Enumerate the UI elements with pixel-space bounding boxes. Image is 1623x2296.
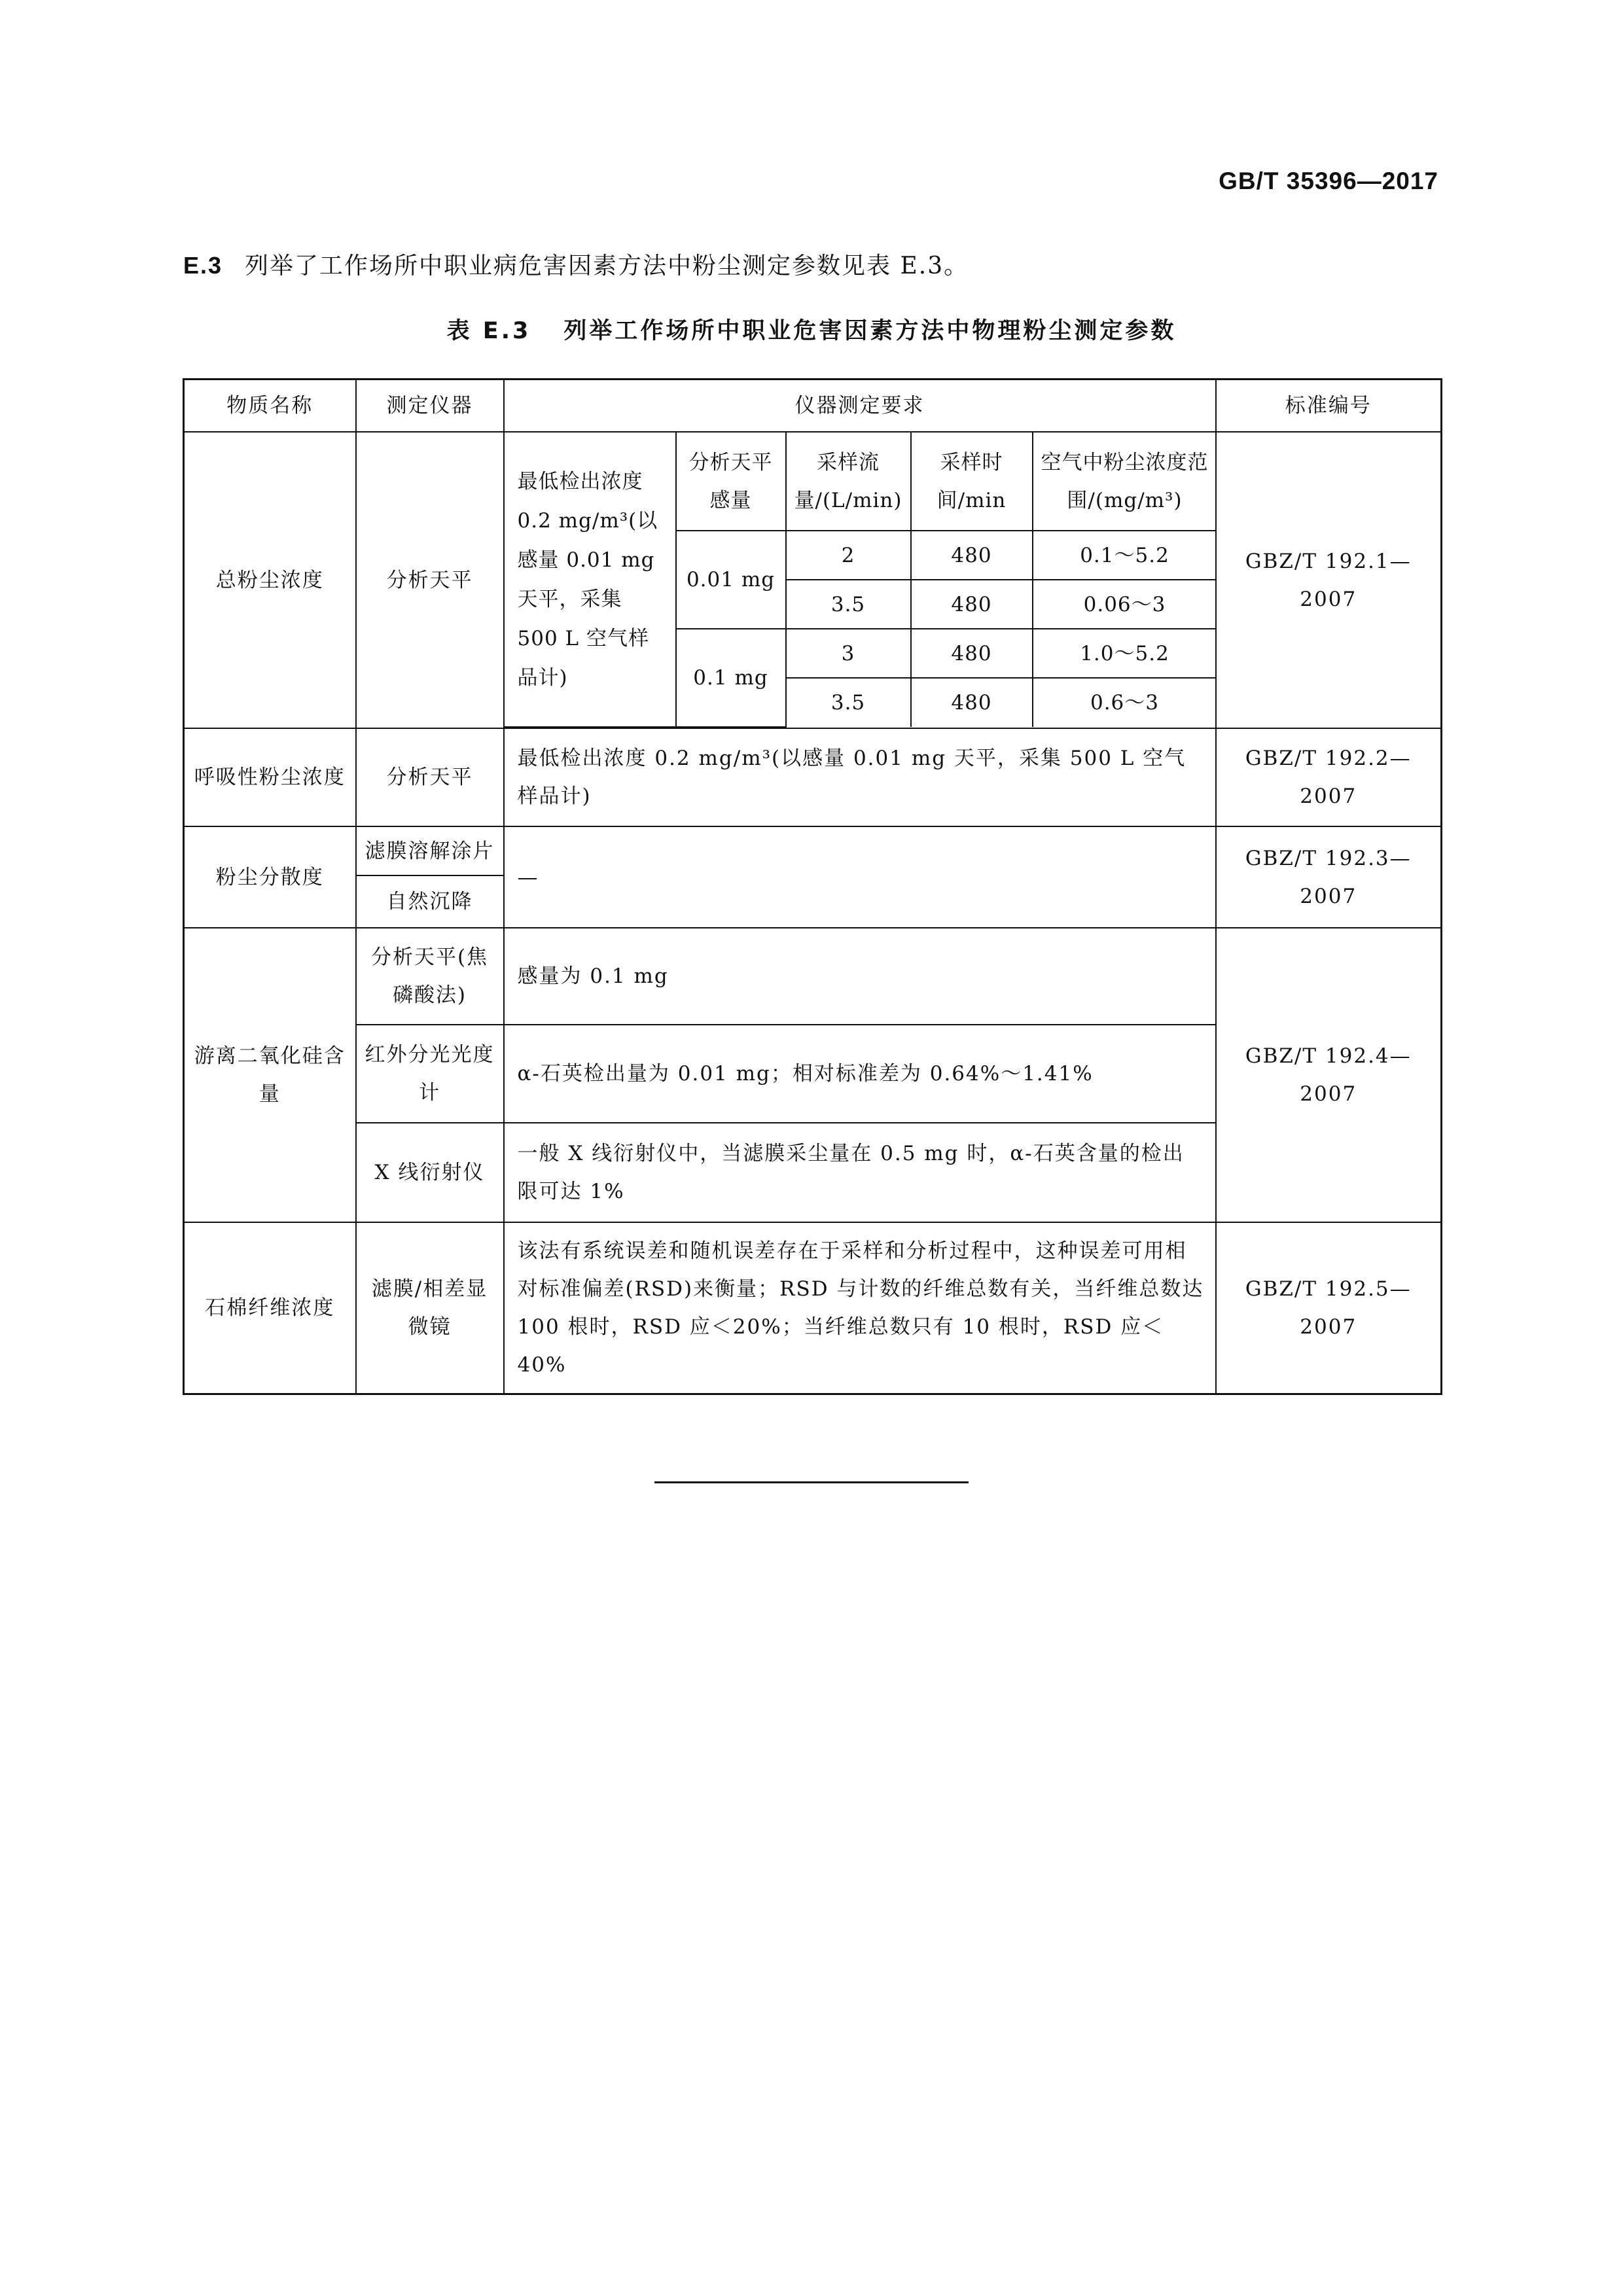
table-row <box>184 432 1442 728</box>
requirement-cell <box>504 432 1216 728</box>
table-row <box>184 928 1442 1025</box>
header-instrument: 测定仪器 <box>356 380 504 433</box>
sensitivity-value: 0.01 mg <box>676 531 786 629</box>
flow-value: 3.5 <box>786 580 911 629</box>
header-substance: 物质名称 <box>184 380 356 433</box>
requirement-cell: 一般 X 线衍射仪中，当滤膜采尘量在 0.5 mg 时，α-石英含量的检出限可达 1% <box>504 1123 1216 1222</box>
substance-name: 总粉尘浓度 <box>184 432 356 728</box>
table-title-text: 列举工作场所中职业危害因素方法中物理粉尘测定参数 <box>563 318 1177 344</box>
instrument-name: 分析天平(焦磷酸法) <box>356 928 504 1025</box>
instrument-name: 红外分光光度计 <box>356 1025 504 1123</box>
instrument-name: 自然沉降 <box>356 875 504 928</box>
header-standard: 标准编号 <box>1216 380 1442 433</box>
detection-limit: 最低检出浓度0.2 mg/m³(以感量 0.01 mg 天平，采集 500 L 空气样品计) <box>505 433 676 727</box>
range-value: 0.06～3 <box>1033 580 1217 629</box>
clause-e3 <box>183 247 969 281</box>
requirement-cell: 该法有系统误差和随机误差存在于采样和分析过程中，这种误差可用相对标准偏差(RSD)来衡量；RSD 与计数的纤维总数有关，当纤维总数达 100 根时，RSD 应＜20%；当纤维总数只有 10 根时，RSD 应＜40% <box>504 1222 1216 1394</box>
time-value: 480 <box>911 531 1033 580</box>
standard-number-cell: GBZ/T 192.5—2007 <box>1216 1222 1442 1394</box>
range-value: 1.0～5.2 <box>1033 629 1217 678</box>
flow-value: 3 <box>786 629 911 678</box>
subheader-sensitivity: 分析天平感量 <box>676 433 786 531</box>
table-title <box>0 313 1623 345</box>
table-row <box>184 1222 1442 1394</box>
clause-text: 列举了工作场所中职业病危害因素方法中粉尘测定参数见表 E.3。 <box>245 253 969 279</box>
instrument-name: 分析天平 <box>356 728 504 826</box>
subheader-flow: 采样流量/(L/min) <box>786 433 911 531</box>
instrument-name: 滤膜/相差显微镜 <box>356 1222 504 1394</box>
dust-parameters-table <box>183 378 1442 1395</box>
sensitivity-value: 0.1 mg <box>676 629 786 727</box>
substance-name: 石棉纤维浓度 <box>184 1222 356 1394</box>
substance-name: 粉尘分散度 <box>184 826 356 928</box>
end-rule <box>654 1481 969 1483</box>
flow-value: 3.5 <box>786 678 911 727</box>
range-value: 0.1～5.2 <box>1033 531 1217 580</box>
subheader-time: 采样时间/min <box>911 433 1033 531</box>
instrument-name: 分析天平 <box>356 432 504 728</box>
flow-value: 2 <box>786 531 911 580</box>
header-requirements: 仪器测定要求 <box>504 380 1216 433</box>
substance-name: 游离二氧化硅含量 <box>184 928 356 1222</box>
range-value: 0.6～3 <box>1033 678 1217 727</box>
standard-number-cell: GBZ/T 192.1—2007 <box>1216 432 1442 728</box>
clause-number: E.3 <box>183 252 223 279</box>
table-number: 表 E.3 <box>446 318 531 344</box>
standard-number-cell: GBZ/T 192.4—2007 <box>1216 928 1442 1222</box>
requirement-cell: α-石英检出量为 0.01 mg；相对标准差为 0.64%～1.41% <box>504 1025 1216 1123</box>
table-row <box>184 728 1442 826</box>
standard-number-cell: GBZ/T 192.3—2007 <box>1216 826 1442 928</box>
standard-number: GB/T 35396—2017 <box>1219 168 1438 194</box>
time-value: 480 <box>911 629 1033 678</box>
requirement-cell: 感量为 0.1 mg <box>504 928 1216 1025</box>
instrument-name: 滤膜溶解涂片 <box>356 826 504 875</box>
instrument-name: X 线衍射仪 <box>356 1123 504 1222</box>
substance-name: 呼吸性粉尘浓度 <box>184 728 356 826</box>
requirement-cell: 最低检出浓度 0.2 mg/m³(以感量 0.01 mg 天平，采集 500 L 空气样品计) <box>504 728 1216 826</box>
standard-number-cell: GBZ/T 192.2—2007 <box>1216 728 1442 826</box>
subheader-range: 空气中粉尘浓度范围/(mg/m³) <box>1033 433 1217 531</box>
requirement-cell: — <box>504 826 1216 928</box>
total-dust-subtable <box>505 433 1217 728</box>
time-value: 480 <box>911 678 1033 727</box>
time-value: 480 <box>911 580 1033 629</box>
table-header-row <box>184 380 1442 433</box>
table-row <box>184 826 1442 875</box>
